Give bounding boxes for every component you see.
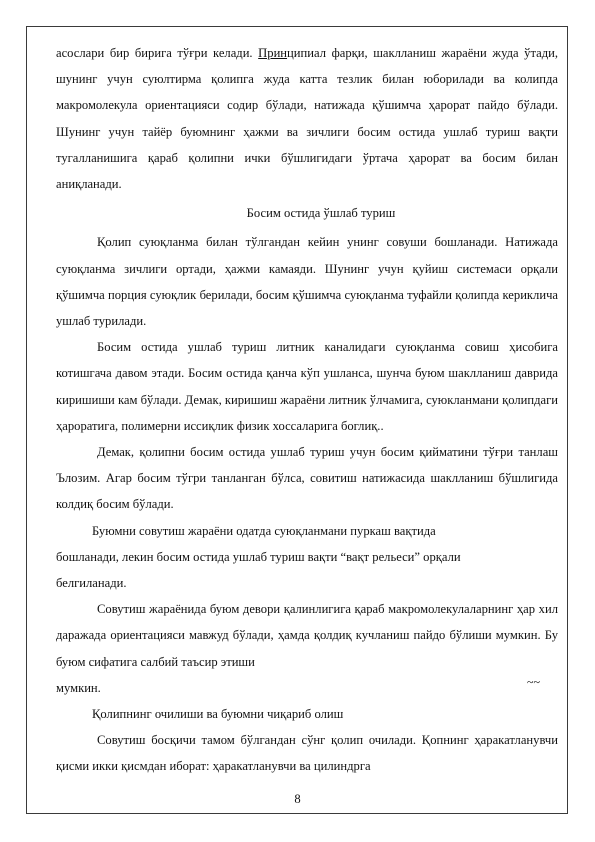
paragraph-cooling-start: Қолип суюқланма билан тўлгандан кейин унинг совуши бошланади. Натижада суюқланма зичлиги ортади, ҳажми камаяди. Шунинг учун қуйиш системаси орқали қўшимча порция суюқлик берилади, босим қўшимча суюқланма туфайли қолипда кериклича ушлаб турилади. bbox=[56, 235, 558, 329]
tilde-mark: ~~ bbox=[527, 674, 540, 689]
paragraph-orientation-end bbox=[56, 675, 558, 701]
paragraph-cooling-line-1: Буюмни совутиш жараёни одатда суюқланмани пуркаш вақтида bbox=[92, 523, 436, 538]
page-body bbox=[56, 40, 558, 780]
paragraph-intro bbox=[56, 40, 558, 197]
intro-underlined-fragment: Прин bbox=[258, 46, 288, 60]
paragraph-orientation: Совутиш жараёнида буюм девори қалинлигига қараб макромолекулаларнинг ҳар хил даражада ориентацияси мавжуд бўлади, ҳамда қолдиқ кучланиш пайдо бўлиши мумкин. Бу буюм сифатига салбий таъсир этиши bbox=[56, 602, 558, 669]
intro-text-start: асослари бир бирига тўғри келади. bbox=[56, 46, 259, 60]
subheading-mold-opening: Қолипнинг очилиши ва буюмни чиқариб олиш bbox=[92, 707, 344, 722]
paragraph-mold-opening: Совутиш босқичи тамом бўлгандан сўнг қолип очилади. Қопнинг ҳаракатланувчи қисми икки қисмдан иборат: ҳаракатланувчи ва цилиндрга bbox=[56, 733, 558, 774]
section-heading: Босим остида ўшлаб туриш bbox=[246, 206, 396, 221]
paragraph-pressure-choice: Демак, қолипни босим остида ушлаб туриш учун босим қийматини тўғри танлаш Ълозим. Агар босим тўгри танланган бўлса, совитиш натижасида шаклланиш бўшлигида колдиқ босим бўлади. bbox=[56, 445, 558, 512]
paragraph-cooling-line-2: бошланади, лекин босим остида ушлаб туриш вақти “вақт рельеси” орқали bbox=[56, 549, 461, 564]
intro-text-rest: ципиал фарқи, шаклланиш жараёни жуда ўтади, шунинг учун суюлтирма қолипга жуда катта тезлик билан юборилади ва колипда макромолекула ориентацияси содир бўлади, натижада қўшимча ҳарорат пайдо бўлади. Шунинг учун тайёр буюмнинг ҳажми ва зичлиги босим остида ушлаб туриш вақти тугалланишига қараб қолипни ички бўшлигидаги ўртача ҳарорат ва босим билан аниқланади. bbox=[56, 46, 558, 192]
paragraph-holding-pressure: Босим остида ушлаб туриш литник каналидаги суюқланма совиш ҳисобига котишгача давом этади. Босим остида қанча кўп ушланса, шунча буюм шаклланиш даврида киришиши кам бўлади. Демак, киришиш жараёни литник ўлчамига, суюкланмани қолипдаги ҳароратига, полимерни иссиқлик физик хоссаларига боглиқ.. bbox=[56, 340, 558, 433]
paragraph-cooling-line-3: белгиланади. bbox=[56, 576, 127, 591]
orientation-last-word: мумкин. bbox=[56, 680, 101, 695]
page-number: 8 bbox=[294, 792, 301, 806]
